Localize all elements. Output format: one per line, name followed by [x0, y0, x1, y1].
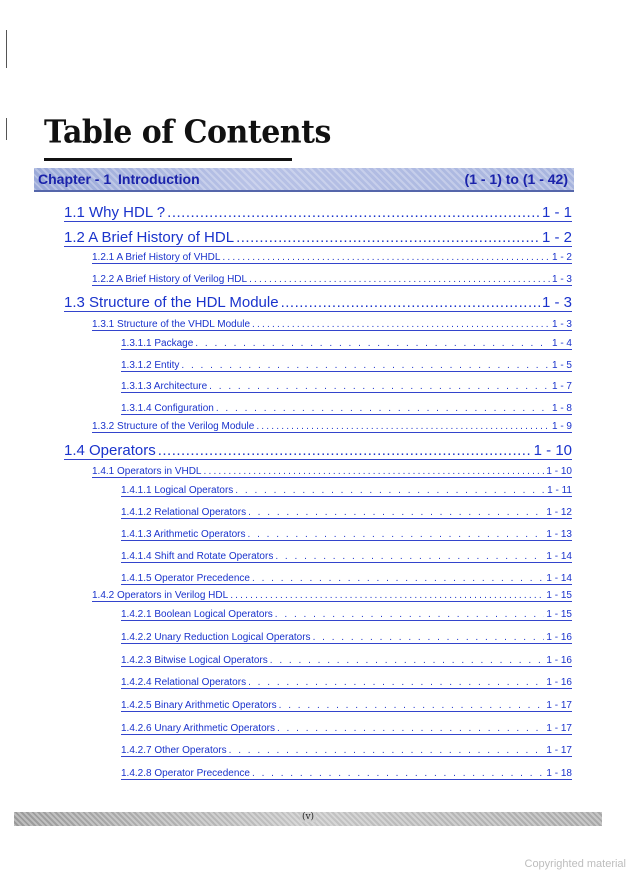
- toc-entry-level-3[interactable]: [121, 357, 572, 372]
- toc-entry-page: 1 - 17: [546, 745, 572, 756]
- toc-entry-level-3[interactable]: [121, 335, 572, 350]
- toc-entry-title: 1.4.2.6 Unary Arithmetic Operators: [121, 723, 275, 734]
- toc-entry-page: 1 - 16: [546, 655, 572, 666]
- toc-entry-level-2[interactable]: [92, 271, 572, 286]
- toc-entry-title: 1.4.2.4 Relational Operators: [121, 677, 247, 688]
- title-underline: [44, 158, 292, 161]
- toc-entry-level-3[interactable]: [121, 720, 572, 735]
- toc-entry-level-1[interactable]: [64, 440, 572, 460]
- toc-entry-title: 1.2.2 A Brief History of Verilog HDL: [92, 274, 248, 285]
- chapter-number: Chapter - 1: [38, 171, 112, 187]
- toc-entry-page: 1 - 15: [546, 609, 572, 620]
- toc-entry-page: 1 - 12: [546, 507, 572, 518]
- toc-entry-title: 1.4.2.3 Bitwise Logical Operators: [121, 655, 268, 666]
- toc-entry-page: 1 - 4: [551, 338, 572, 349]
- toc-entry-page: 1 - 9: [551, 421, 572, 432]
- toc-entry-level-3[interactable]: [121, 526, 572, 541]
- left-margin-mark-bottom: [6, 118, 7, 140]
- toc-entry-title: 1.4.2.7 Other Operators: [121, 745, 227, 756]
- dot-leader: [252, 319, 550, 330]
- toc-entry-page: 1 - 11: [547, 485, 572, 496]
- toc-entry-title: 1.1 Why HDL ?: [64, 204, 166, 221]
- dot-leader: [277, 723, 544, 734]
- toc-entry-page: 1 - 5: [551, 360, 572, 371]
- toc-entry-page: 1 - 2: [551, 252, 572, 263]
- dot-leader: [275, 551, 544, 562]
- dot-leader: [209, 381, 550, 392]
- toc-entry-page: 1 - 10: [546, 466, 572, 477]
- footer-page-number: (v): [301, 812, 315, 822]
- toc-entry-level-2[interactable]: [92, 587, 572, 602]
- toc-entry-level-2[interactable]: [92, 418, 572, 433]
- dot-leader: [195, 338, 550, 349]
- toc-entry-page: 1 - 10: [533, 442, 572, 459]
- toc-entry-title: 1.4.2 Operators in Verilog HDL: [92, 590, 229, 601]
- dot-leader: [222, 252, 550, 263]
- toc-entry-page: 1 - 13: [546, 529, 572, 540]
- toc-entry-page: 1 - 15: [546, 590, 572, 601]
- dot-leader: [216, 403, 550, 414]
- toc-entry-level-3[interactable]: [121, 765, 572, 780]
- dot-leader: [275, 609, 545, 620]
- toc-entry-title: 1.2.1 A Brief History of VHDL: [92, 252, 221, 263]
- toc-entry-title: 1.4.1.1 Logical Operators: [121, 485, 234, 496]
- copyright-watermark: Copyrighted material: [524, 858, 626, 870]
- toc-entry-level-1[interactable]: [64, 202, 572, 222]
- chapter-page-range: (1 - 1) to (1 - 42): [464, 171, 568, 187]
- toc-entry-page: 1 - 7: [551, 381, 572, 392]
- chapter-name: Introduction: [118, 171, 200, 187]
- toc-entry-title: 1.3.1 Structure of the VHDL Module: [92, 319, 251, 330]
- page-title: Table of Contents: [44, 114, 331, 151]
- toc-entry-level-3[interactable]: [121, 548, 572, 563]
- toc-entry-level-1[interactable]: [64, 292, 572, 312]
- toc-entry-title: 1.4.1.2 Relational Operators: [121, 507, 247, 518]
- toc-entry-page: 1 - 18: [546, 768, 572, 779]
- toc-entry-title: 1.4.1.3 Arithmetic Operators: [121, 529, 246, 540]
- dot-leader: [167, 204, 540, 221]
- dot-leader: [230, 590, 544, 601]
- dot-leader: [248, 507, 544, 518]
- toc-entry-level-3[interactable]: [121, 629, 572, 644]
- dot-leader: [181, 360, 550, 371]
- dot-leader: [256, 421, 550, 432]
- toc-entry-level-3[interactable]: [121, 570, 572, 585]
- dot-leader: [236, 229, 540, 246]
- dot-leader: [248, 529, 545, 540]
- toc-entry-title: 1.2 A Brief History of HDL: [64, 229, 235, 246]
- dot-leader: [229, 745, 545, 756]
- left-margin-mark-top: [6, 30, 7, 68]
- toc-entry-title: 1.4 Operators: [64, 442, 156, 459]
- toc-entry-title: 1.4.1 Operators in VHDL: [92, 466, 202, 477]
- toc-entry-level-1[interactable]: [64, 227, 572, 247]
- dot-leader: [252, 573, 544, 584]
- toc-entry-title: 1.3.1.3 Architecture: [121, 381, 208, 392]
- dot-leader: [235, 485, 545, 496]
- toc-entry-page: 1 - 16: [546, 677, 572, 688]
- dot-leader: [204, 466, 545, 477]
- toc-entry-level-2[interactable]: [92, 463, 572, 478]
- toc-entry-level-3[interactable]: [121, 742, 572, 757]
- dot-leader: [158, 442, 532, 459]
- toc-entry-page: 1 - 16: [546, 632, 572, 643]
- toc-entry-page: 1 - 3: [551, 274, 572, 285]
- toc-entry-title: 1.4.1.4 Shift and Rotate Operators: [121, 551, 274, 562]
- chapter-heading-band: [34, 168, 574, 192]
- toc-entry-title: 1.4.2.1 Boolean Logical Operators: [121, 609, 273, 620]
- dot-leader: [249, 274, 550, 285]
- toc-entry-title: 1.4.2.2 Unary Reduction Logical Operators: [121, 632, 311, 643]
- toc-entry-level-3[interactable]: [121, 652, 572, 667]
- toc-entry-level-2[interactable]: [92, 316, 572, 331]
- toc-entry-title: 1.3.1.1 Package: [121, 338, 194, 349]
- dot-leader: [248, 677, 544, 688]
- toc-entry-title: 1.4.2.5 Binary Arithmetic Operators: [121, 700, 277, 711]
- toc-entry-page: 1 - 3: [551, 319, 572, 330]
- toc-entry-level-3[interactable]: [121, 504, 572, 519]
- toc-entry-level-3[interactable]: [121, 606, 572, 621]
- toc-entry-title: 1.3.1.4 Configuration: [121, 403, 214, 414]
- footer-band: [14, 812, 602, 826]
- toc-entry-page: 1 - 8: [551, 403, 572, 414]
- toc-entry-title: 1.3.2 Structure of the Verilog Module: [92, 421, 255, 432]
- toc-entry-title: 1.3.1.2 Entity: [121, 360, 180, 371]
- toc-entry-title: 1.4.1.5 Operator Precedence: [121, 573, 250, 584]
- toc-entry-page: 1 - 1: [541, 204, 572, 221]
- toc-entry-page: 1 - 14: [546, 551, 572, 562]
- dot-leader: [252, 768, 544, 779]
- toc-entry-page: 1 - 17: [546, 723, 572, 734]
- toc-entry-level-3[interactable]: [121, 400, 572, 415]
- toc-entry-title: 1.4.2.8 Operator Precedence: [121, 768, 250, 779]
- toc-entry-level-3[interactable]: [121, 378, 572, 393]
- toc-entry-page: 1 - 14: [546, 573, 572, 584]
- toc-entry-page: 1 - 3: [541, 294, 572, 311]
- toc-entry-title: 1.3 Structure of the HDL Module: [64, 294, 279, 311]
- dot-leader: [281, 294, 540, 311]
- dot-leader: [313, 632, 545, 643]
- toc-entry-level-3[interactable]: [121, 674, 572, 689]
- toc-entry-page: 1 - 2: [541, 229, 572, 246]
- toc-entry-page: 1 - 17: [546, 700, 572, 711]
- dot-leader: [270, 655, 545, 666]
- toc-entry-level-3[interactable]: [121, 697, 572, 712]
- toc-entry-level-2[interactable]: [92, 249, 572, 264]
- toc-entry-level-3[interactable]: [121, 482, 572, 497]
- dot-leader: [279, 700, 545, 711]
